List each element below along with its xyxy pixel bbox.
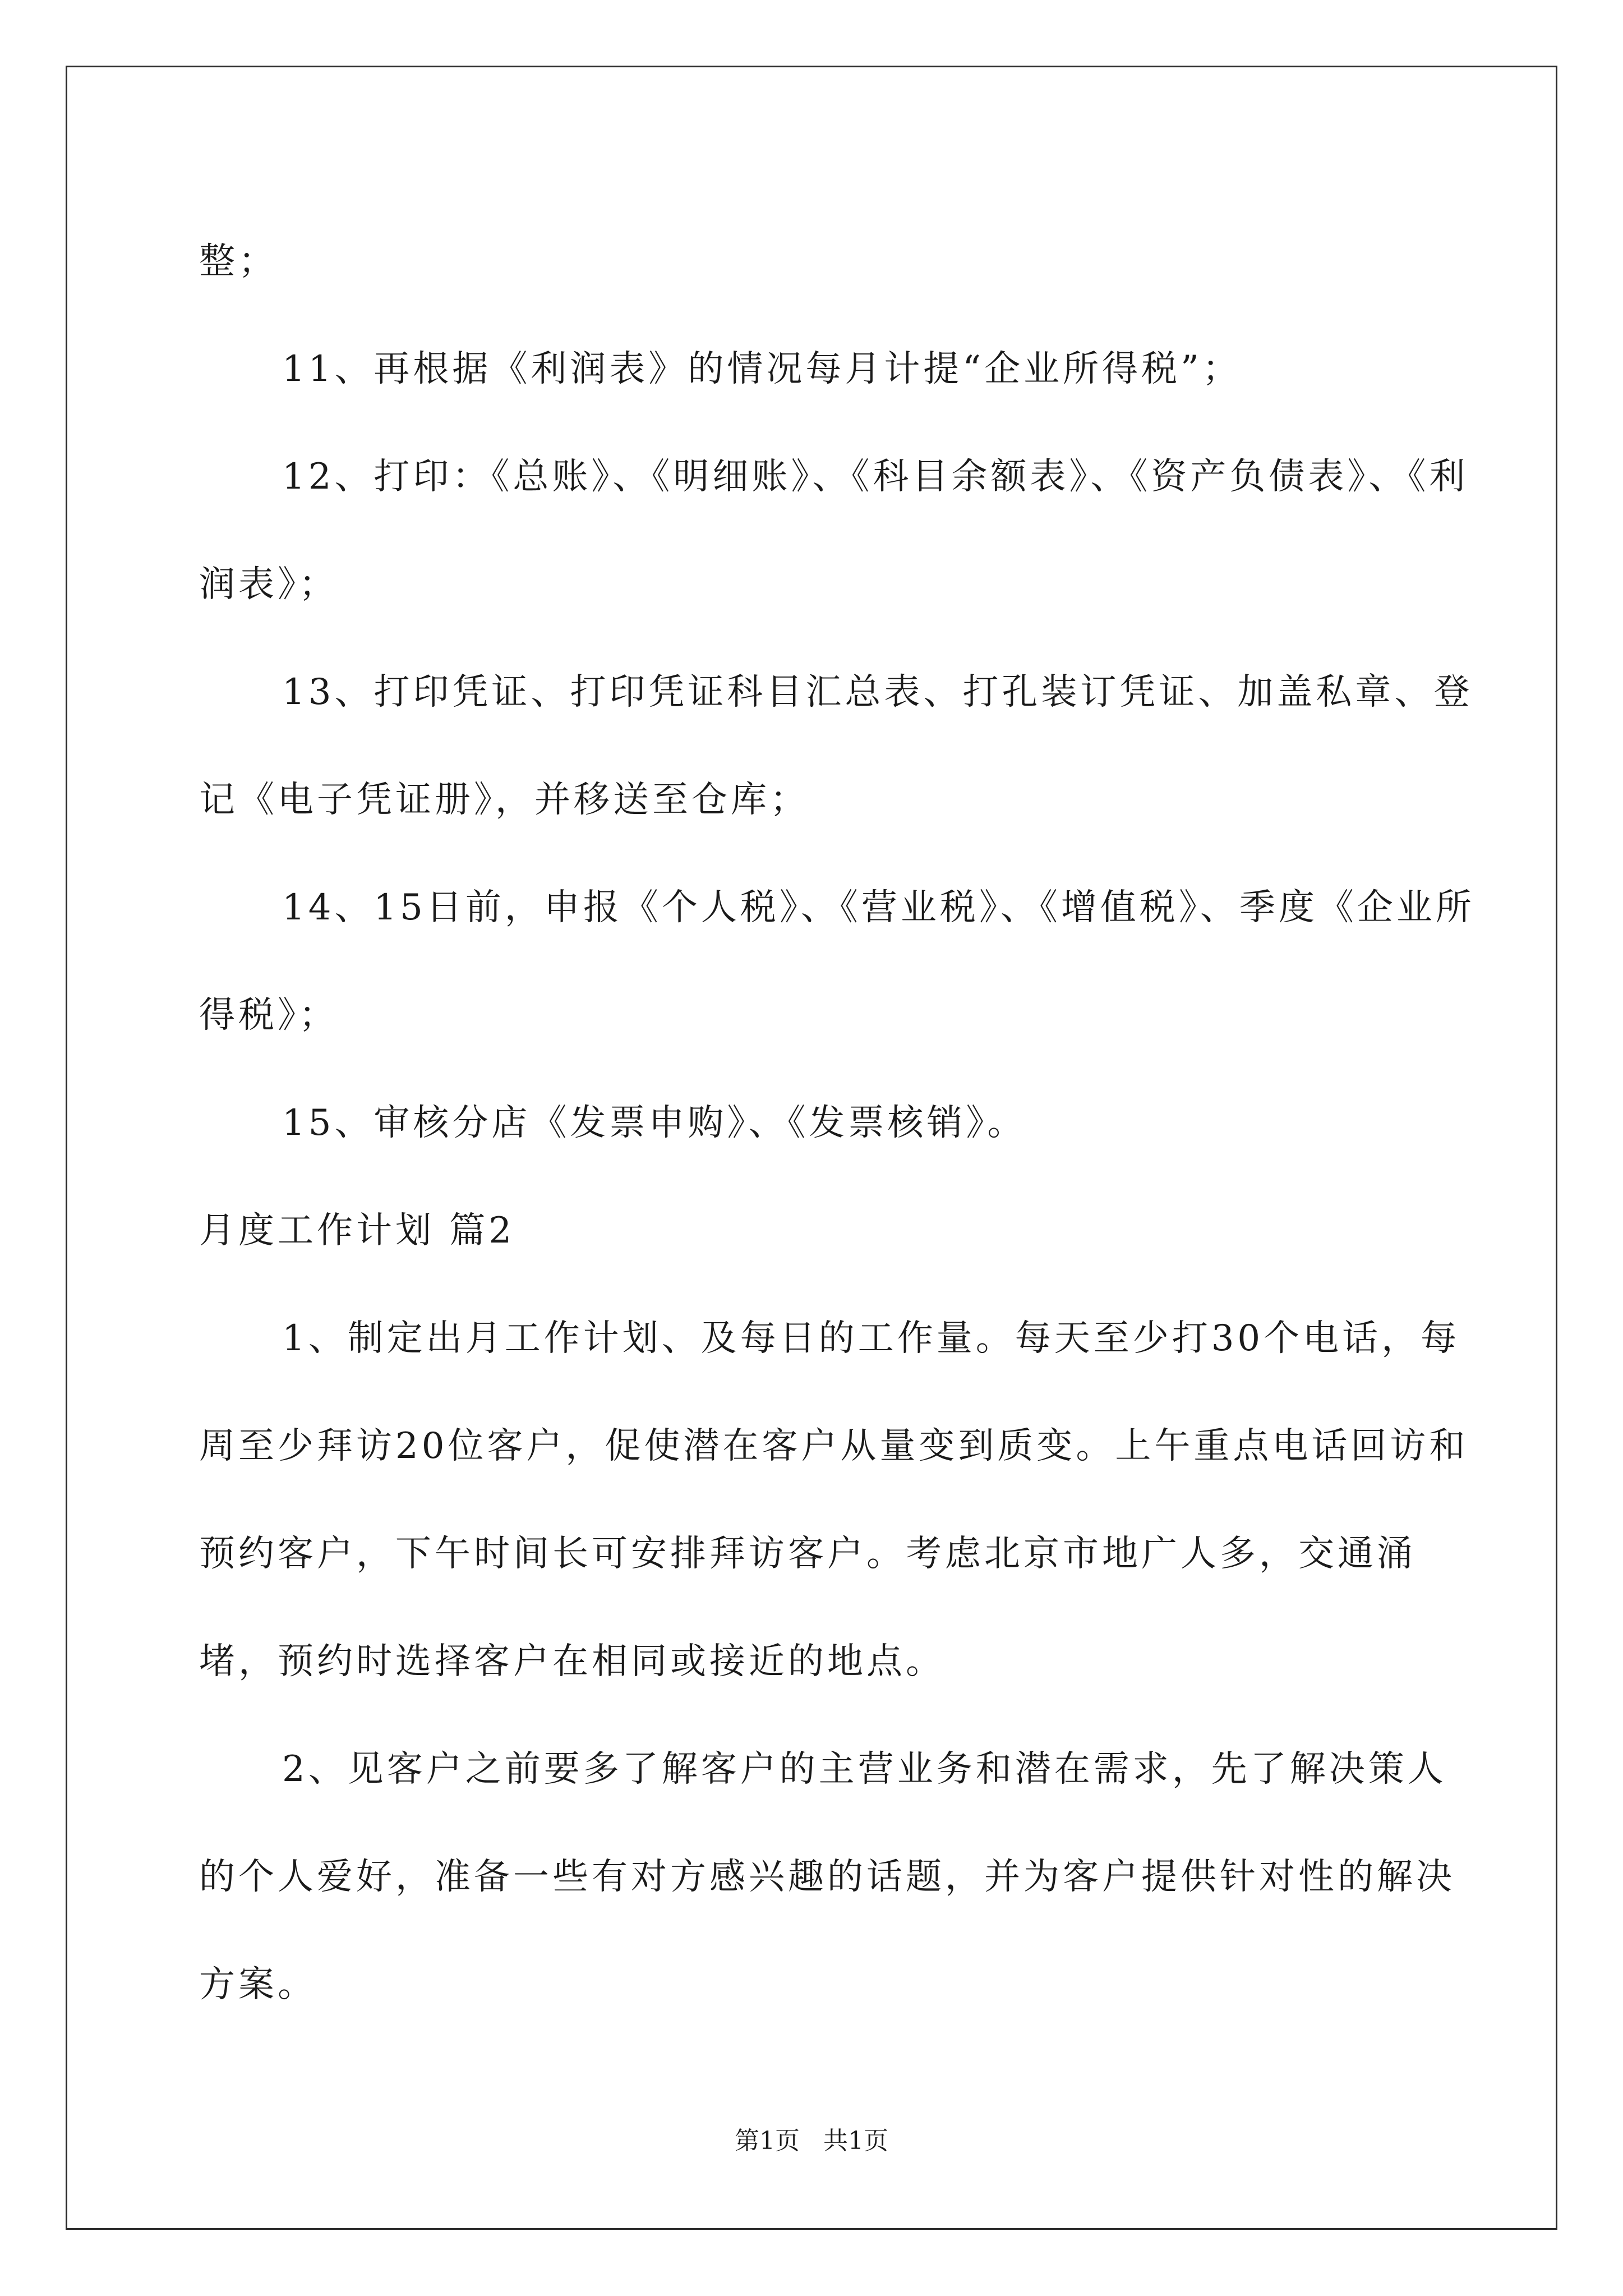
- paragraph-item-14: 14、15日前，申报《个人税》、《营业税》、《增值税》、季度《企业所得税》；: [199, 887, 1475, 1036]
- paragraph-continuation: 整；: [199, 241, 278, 282]
- paragraph-item-12: 12、打印：《总账》、《明细账》、《科目余额表》、《资产负债表》、《利润表》；: [199, 456, 1469, 605]
- paragraph-item-11: 11、再根据《利润表》的情况每月计提“企业所得税”；: [282, 348, 1242, 390]
- paragraph-item-15: 15、审核分店《发票申购》、《发票核销》。: [282, 1102, 1027, 1144]
- paragraph-plan-2: 2、见客户之前要多了解客户的主营业务和潜在需求，先了解决策人的个人爱好，准备一些有对方感兴趣的话题，并为客户提供针对性的解决方案。: [199, 1749, 1455, 2005]
- paragraph-item-13: 13、打印凭证、打印凭证科目汇总表、打孔装订凭证、加盖私章、登记《电子凭证册》，并移送至仓库；: [199, 671, 1473, 821]
- paragraph-plan-1: 1、制定出月工作计划、及每日的工作量。每天至少打30个电话，每周至少拜访20位客户，促使潜在客户从量变到质变。上午重点电话回访和预约客户，下午时间长可安排拜访客户。考虑北京市地广人多，交通涌堵，预约时选择客户在相同或接近的地点。: [199, 1318, 1469, 1682]
- document-body: [199, 208, 1483, 2039]
- page-total: 共1页: [823, 2127, 888, 2155]
- page-number: 第1页: [735, 2127, 800, 2155]
- section-heading: 月度工作计划 篇2: [199, 1210, 515, 1251]
- page-footer: [0, 2120, 1623, 2156]
